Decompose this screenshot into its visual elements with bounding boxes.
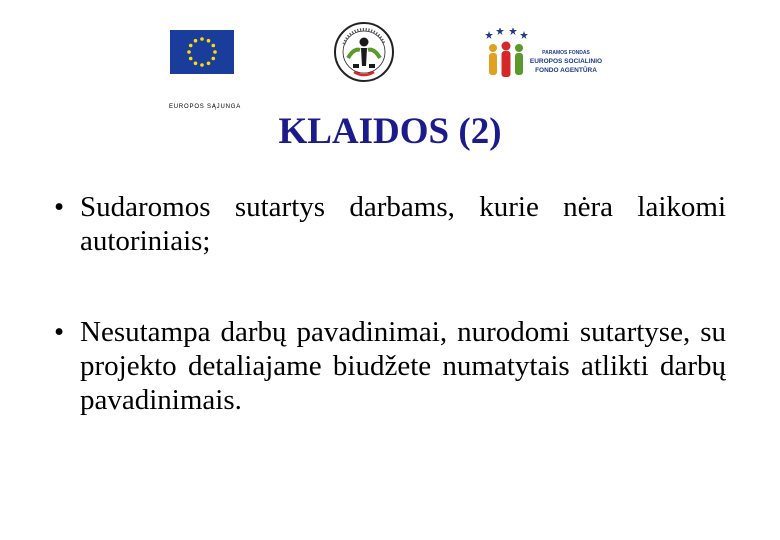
esf-logo-line-1: PARAMOS FONDAS [542, 50, 590, 56]
bullet-text: Sudaromos sutartys darbams, kurie nėra laikomi autoriniais; [80, 191, 726, 257]
eu-logo-caption: EUROPOS SĄJUNGA [168, 104, 241, 110]
eu-flag-icon [170, 30, 234, 74]
bullet-text: Nesutampa darbų pavadinimai, nurodomi sutartyse, su projekto detaliajame biudžete numatytais atlikti darbų pavadinimais. [80, 316, 726, 416]
people-figures-icon [484, 28, 528, 88]
bullet-marker: • [54, 316, 65, 348]
esf-logo-line-3: FONDO AGENTŪRA [535, 67, 597, 74]
bullet-list [50, 190, 726, 417]
logo-row [0, 0, 780, 110]
bullet-item [50, 190, 726, 258]
slide-title: KLAIDOS (2) [278, 111, 502, 152]
organization-emblem-icon [332, 20, 396, 84]
esf-logo-line-2: EUROPOS SOCIALINIO [529, 58, 603, 65]
bullet-item [50, 315, 726, 417]
esf-agency-logo [484, 24, 604, 90]
bullet-marker: • [54, 191, 65, 223]
eu-logo [168, 28, 241, 110]
